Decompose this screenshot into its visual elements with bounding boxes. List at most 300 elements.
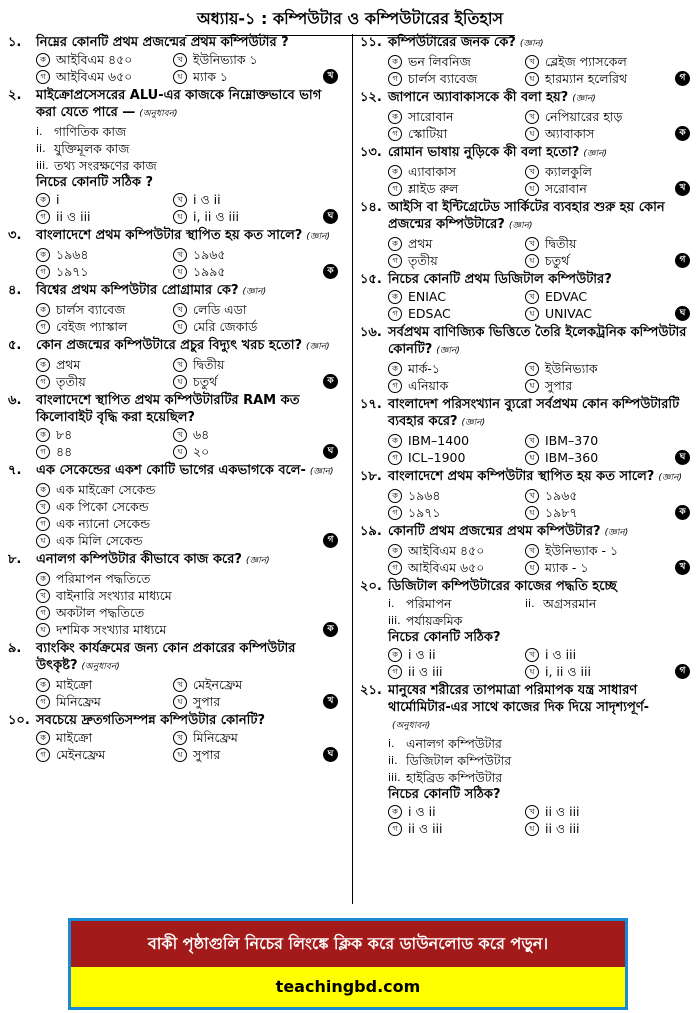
option-text: ৮৪ [56, 427, 73, 442]
answer-badge: ঘ [323, 444, 338, 459]
question-number: ৪. [8, 283, 22, 298]
banner-message[interactable]: বাকী পৃষ্ঠাগুলি নিচের লিংঙ্কে ক্লিক করে ডাউনলোড করে পড়ুন। [71, 921, 625, 967]
option-mark: ক [36, 678, 50, 692]
sub-question: নিচের কোনটি সঠিক ? [36, 175, 154, 190]
option-mark: ঘ [36, 623, 50, 637]
option-mark: খ [173, 248, 187, 262]
option-list [36, 729, 338, 763]
question [360, 271, 690, 322]
statement-list [36, 123, 338, 174]
sub-question: নিচের কোনটি সঠিক? [388, 787, 501, 802]
question-tag: (জ্ঞান) [572, 94, 596, 104]
question-text-body: নিম্নের কোনটি প্রথম প্রজন্মের প্রথম কম্পিউটার ? [36, 35, 289, 50]
question-head [8, 462, 338, 481]
option[interactable] [525, 53, 662, 70]
right-column [360, 34, 690, 839]
option[interactable] [36, 693, 173, 710]
option-mark: গ [36, 375, 50, 389]
question-tag: (জ্ঞান) [508, 221, 533, 231]
question-head [8, 282, 338, 301]
option-text: ii ও iii [545, 821, 580, 836]
question-text-body: কম্পিউটারের জনক কে? [388, 35, 516, 50]
option[interactable] [388, 542, 525, 559]
question [360, 523, 690, 576]
option-text: মিনিফ্রেম [56, 694, 101, 709]
option-text: প্রথম [408, 236, 433, 251]
question-number: ১০. [8, 713, 30, 728]
option[interactable] [173, 729, 310, 746]
option-mark: গ [36, 445, 50, 459]
option[interactable] [173, 443, 310, 460]
option-mark: ঘ [525, 182, 539, 196]
statement-text: অগ্রসরমান [543, 596, 597, 611]
question [8, 640, 338, 710]
option-text: ১৯৭১ [56, 264, 89, 279]
option-text: নেপিয়ারের হাড় [545, 109, 623, 124]
option[interactable] [173, 51, 310, 68]
option[interactable] [173, 426, 310, 443]
option-text: স্কোটিয়া [408, 126, 448, 141]
option[interactable] [525, 646, 662, 663]
answer-badge: ক [675, 505, 690, 520]
option[interactable] [525, 288, 662, 305]
option[interactable] [388, 70, 525, 87]
question-text-body: জাপানে অ্যাবাকাসকে কী বলা হয়? [388, 90, 569, 105]
option[interactable] [36, 498, 310, 515]
option[interactable] [388, 125, 525, 142]
option-text: দশমিক সংখ্যার মাধ্যমে [56, 622, 167, 637]
statement-number: iii. [388, 614, 401, 627]
option-text: এক মিলি সেকেন্ড [56, 533, 143, 548]
option[interactable] [388, 360, 525, 377]
option[interactable] [36, 621, 310, 638]
option[interactable] [173, 676, 310, 693]
option-mark: গ [388, 822, 402, 836]
option[interactable] [525, 803, 662, 820]
option-text: এক ন্যানো সেকেন্ড [56, 516, 151, 531]
option[interactable] [525, 163, 662, 180]
answer-badge: ঘ [323, 747, 338, 762]
statement [388, 612, 525, 629]
option-text: আইবিএম ৪৫০ [408, 543, 485, 558]
option[interactable] [525, 108, 662, 125]
option-text: ভন লিবনিজ [408, 54, 471, 69]
option-text: ম্যাক - ১ [545, 560, 589, 575]
option-mark: ঘ [525, 822, 539, 836]
option[interactable] [388, 663, 525, 680]
option-text: তৃতীয় [56, 374, 86, 389]
option-text: দ্বিতীয় [193, 357, 225, 372]
option-mark: ঘ [525, 379, 539, 393]
answer-badge: ঘ [675, 450, 690, 465]
question [360, 578, 690, 680]
option-mark: খ [173, 678, 187, 692]
option[interactable] [388, 504, 525, 521]
option-list [388, 360, 690, 394]
question-text-body: বাংলাদেশে প্রথম কম্পিউটার স্থাপিত হয় কত সালে? [36, 228, 303, 243]
question-text [388, 34, 690, 53]
option-text: EDSAC [408, 306, 451, 321]
question-head [360, 523, 690, 542]
question-text-body: সবচেয়ে দ্রুতগতিসম্পন্ন কম্পিউটার কোনটি? [36, 713, 266, 728]
option-mark: গ [36, 70, 50, 84]
option-mark: গ [36, 265, 50, 279]
question-tag: (জ্ঞান) [658, 473, 682, 483]
option[interactable] [173, 263, 310, 280]
question-number: ৯. [8, 641, 22, 656]
option[interactable] [173, 746, 310, 763]
question [8, 282, 338, 335]
option-mark: ঘ [173, 445, 187, 459]
question-number: ১৭. [360, 397, 382, 412]
option[interactable] [388, 305, 525, 322]
option[interactable] [173, 68, 310, 85]
question [8, 392, 338, 460]
option[interactable] [525, 360, 662, 377]
option-text: ম্যাক ১ [193, 69, 229, 84]
answer-badge: খ [323, 69, 338, 84]
option[interactable] [388, 180, 525, 197]
question-text-body: ব্যাংকিং কার্যক্রমের জন্য কোন প্রকারের কম্পিউটার উৎকৃষ্ট? [36, 641, 296, 673]
option[interactable] [173, 246, 310, 263]
option[interactable] [36, 515, 310, 532]
option-text: এক পিকো সেকেন্ড [56, 499, 149, 514]
statement-text: পর্যায়ক্রমিক [406, 613, 463, 628]
option-text: পরিমাপন পদ্ধতিতে [56, 571, 151, 586]
option-text: IBM–1400 [408, 433, 470, 448]
question-text [388, 682, 690, 735]
option[interactable] [388, 108, 525, 125]
question-text-body: মাইক্রোপ্রসেসরের ALU-এর কাজকে নিম্নোক্তভাবে ভাগ করা যেতে পারে — [36, 88, 322, 120]
option[interactable] [388, 559, 525, 576]
question-text [36, 282, 338, 301]
question-head [8, 392, 338, 426]
question-head [360, 396, 690, 432]
option[interactable] [36, 481, 310, 498]
option-mark: ঘ [525, 506, 539, 520]
option[interactable] [525, 663, 662, 680]
option-text: ENIAC [408, 289, 446, 304]
question-text-body: ডিজিটাল কম্পিউটারের কাজের পদ্ধতি হচ্ছে [388, 579, 617, 594]
option[interactable] [525, 125, 662, 142]
option-text: সারোবান [408, 109, 454, 124]
option[interactable] [388, 288, 525, 305]
question-number: ১৬. [360, 325, 382, 340]
answer-badge: ক [675, 126, 690, 141]
option[interactable] [525, 235, 662, 252]
option-mark: খ [525, 362, 539, 376]
question-text [36, 227, 338, 246]
option[interactable] [173, 318, 310, 335]
option-text: চার্লস ব্যাবেজ [408, 71, 478, 86]
option[interactable] [525, 449, 662, 466]
option-text: ii ও iii [56, 209, 91, 224]
question [8, 462, 338, 549]
option-mark: খ [173, 303, 187, 317]
question-head [360, 578, 690, 595]
option[interactable] [388, 449, 525, 466]
option-text: ১৯৬৫ [193, 247, 226, 262]
statement-number: iii. [36, 159, 49, 172]
question-text-body: বাংলাদেশে প্রথম কম্পিউটার স্থাপিত হয় কত সালে? [388, 469, 655, 484]
option-mark: ঘ [173, 748, 187, 762]
option[interactable] [36, 587, 310, 604]
question-text [36, 34, 338, 51]
option[interactable] [36, 443, 173, 460]
option-mark: ক [388, 55, 402, 69]
question-number: ১৮. [360, 469, 382, 484]
question-text [388, 271, 690, 288]
option-text: ১৯৯৫ [193, 264, 226, 279]
option[interactable] [36, 532, 310, 549]
question-number: ২. [8, 88, 22, 103]
option-text: i ও ii [193, 192, 221, 207]
option-mark: গ [36, 748, 50, 762]
option-text: এনিয়াক [408, 378, 449, 393]
option-mark: ক [388, 290, 402, 304]
question-number: ১৩. [360, 145, 382, 160]
option-mark: ক [388, 110, 402, 124]
option-text: মাইক্রো [56, 677, 93, 692]
statement-number: i. [388, 737, 395, 750]
question-tag: (জ্ঞান) [309, 467, 334, 477]
question-tag: (জ্ঞান) [245, 556, 270, 566]
option-text: সুপার [193, 747, 221, 762]
option[interactable] [173, 693, 310, 710]
option[interactable] [173, 191, 310, 208]
option-mark: গ [388, 379, 402, 393]
option[interactable] [525, 252, 662, 269]
question [360, 468, 690, 521]
question-head [8, 227, 338, 246]
question-text [388, 324, 690, 360]
option[interactable] [173, 373, 310, 390]
option-text: i, ii ও iii [193, 209, 239, 224]
banner-link[interactable]: teachingbd.com [71, 967, 625, 1007]
option-mark: খ [173, 53, 187, 67]
option-mark: গ [388, 506, 402, 520]
option[interactable] [36, 191, 173, 208]
option-mark: খ [525, 110, 539, 124]
option-list [388, 163, 690, 197]
option[interactable] [525, 559, 662, 576]
answer-badge: ক [323, 622, 338, 637]
statement [525, 595, 662, 612]
option[interactable] [525, 542, 662, 559]
question-number: ৭. [8, 463, 22, 478]
option[interactable] [36, 746, 173, 763]
option-text: এক মাইক্রো সেকেন্ড [56, 482, 156, 497]
question-head [8, 640, 338, 676]
option[interactable] [36, 426, 173, 443]
statement-text: হাইব্রিড কম্পিউটার [406, 770, 503, 785]
option[interactable] [36, 263, 173, 280]
column-divider [352, 34, 353, 904]
option-mark: ক [36, 428, 50, 442]
option[interactable] [173, 208, 310, 225]
question-text [36, 551, 338, 570]
answer-badge: গ [323, 533, 338, 548]
answer-badge: ক [323, 374, 338, 389]
page-title: অধ্যায়-১ : কম্পিউটার ও কম্পিউটারের ইতিহাস [185, 6, 515, 36]
question-text-body: মানুষের শরীরের তাপমাত্রা পরিমাপক যন্ত্র সাধারণ থার্মোমিটার-এর সাথে কাজের দিক দিয়ে সাদৃশ্যপূর্ণ- [388, 683, 650, 715]
question [360, 89, 690, 142]
option-text: ৬৪ [193, 427, 210, 442]
option-mark: ক [388, 237, 402, 251]
option[interactable] [525, 432, 662, 449]
option-text: ব্লেইজ প্যাসকেল [545, 54, 627, 69]
answer-badge: গ [675, 253, 690, 268]
download-banner[interactable] [68, 918, 628, 1010]
option[interactable] [525, 820, 662, 837]
option-text: শ্লাইড রুল [408, 181, 459, 196]
option-mark: ক [388, 489, 402, 503]
option-mark: খ [525, 434, 539, 448]
option[interactable] [36, 604, 310, 621]
option-mark: গ [36, 606, 50, 620]
question-tag: (জ্ঞান) [519, 39, 544, 49]
option-text: ১৯৭১ [408, 505, 441, 520]
question-number: ১২. [360, 90, 382, 105]
option[interactable] [525, 377, 662, 394]
question-text [36, 87, 338, 123]
option-text: ১৯৬৪ [56, 247, 89, 262]
option-list [388, 542, 690, 576]
option[interactable] [36, 676, 173, 693]
option[interactable] [525, 305, 662, 322]
option[interactable] [36, 373, 173, 390]
option[interactable] [525, 70, 662, 87]
option-list [36, 570, 338, 638]
option[interactable] [388, 803, 525, 820]
option-mark: গ [388, 72, 402, 86]
option-text: এ্যাবাকাস [408, 164, 456, 179]
question-head [8, 34, 338, 51]
question-tag: (জ্ঞান) [242, 287, 267, 297]
option-mark: ক [36, 193, 50, 207]
statement-number: i. [388, 597, 395, 610]
question-head [360, 89, 690, 108]
option[interactable] [388, 646, 525, 663]
option-mark: গ [388, 182, 402, 196]
option-text: অকটাল পদ্ধতিতে [56, 605, 145, 620]
option-mark: ক [388, 544, 402, 558]
option-text: চতুর্থ [545, 253, 570, 268]
option-text: আইবিএম ৬৫০ [56, 69, 133, 84]
option[interactable] [525, 487, 662, 504]
question [360, 144, 690, 197]
option-mark: খ [525, 290, 539, 304]
question-tag: (জ্ঞান) [604, 528, 629, 538]
option-mark: ক [388, 434, 402, 448]
option-mark: ঘ [525, 254, 539, 268]
option-mark: গ [36, 695, 50, 709]
question-text-body: বাংলাদেশ পরিসংখ্যান ব্যুরো সর্বপ্রথম কোন কম্পিউটারটি ব্যবহার করে? [388, 397, 680, 429]
option[interactable] [388, 820, 525, 837]
option[interactable] [388, 235, 525, 252]
option[interactable] [388, 487, 525, 504]
option[interactable] [388, 432, 525, 449]
option-text: মেইনফ্রেম [56, 747, 106, 762]
option-text: ইউনিভ্যাক ১ [193, 52, 258, 67]
option-mark: ক [388, 362, 402, 376]
question [8, 87, 338, 225]
option[interactable] [36, 301, 173, 318]
option-text: EDVAC [545, 289, 588, 304]
question-text [388, 578, 690, 595]
option-list [388, 235, 690, 269]
option-mark: খ [525, 544, 539, 558]
answer-badge: ঘ [323, 209, 338, 224]
sub-question: নিচের কোনটি সঠিক? [388, 630, 501, 645]
question-text-body: নিচের কোনটি প্রথম ডিজিটাল কম্পিউটার? [388, 272, 612, 287]
option-mark: ঘ [525, 561, 539, 575]
question-head [8, 712, 338, 729]
option[interactable] [173, 356, 310, 373]
option-text: চতুর্থ [193, 374, 218, 389]
option-text: i ও ii [408, 804, 436, 819]
option[interactable] [388, 163, 525, 180]
option[interactable] [36, 356, 173, 373]
option-text: মেরি জেকার্ড [193, 319, 258, 334]
option-text: চার্লস ব্যাবেজ [56, 302, 126, 317]
statement-number: ii. [388, 754, 398, 767]
option-list [388, 53, 690, 87]
statement [36, 123, 338, 140]
question-tag: (জ্ঞান) [583, 149, 607, 159]
option[interactable] [173, 301, 310, 318]
option-mark: ঘ [36, 534, 50, 548]
option-text: ক্যালকুলি [545, 164, 592, 179]
answer-badge: খ [323, 694, 338, 709]
option[interactable] [36, 318, 173, 335]
option[interactable] [36, 246, 173, 263]
question-tag: (জ্ঞান) [461, 418, 486, 428]
option[interactable] [388, 53, 525, 70]
question-number: ৬. [8, 393, 22, 408]
option-text: ১৯৬৪ [408, 488, 441, 503]
question-text [388, 199, 690, 235]
option-text: i ও ii [408, 647, 436, 662]
option-list [36, 481, 338, 549]
option[interactable] [36, 208, 173, 225]
option[interactable] [388, 252, 525, 269]
option-mark: গ [388, 451, 402, 465]
option[interactable] [525, 504, 662, 521]
statement [388, 752, 690, 769]
option-mark: গ [36, 210, 50, 224]
option[interactable] [525, 180, 662, 197]
option-mark: গ [388, 254, 402, 268]
option-mark: ঘ [525, 665, 539, 679]
option-mark: গ [388, 665, 402, 679]
option-mark: খ [173, 358, 187, 372]
question-number: ৫. [8, 338, 22, 353]
question-text [388, 144, 690, 163]
option[interactable] [36, 570, 310, 587]
statement [36, 157, 338, 174]
option[interactable] [36, 68, 173, 85]
option[interactable] [36, 729, 173, 746]
option-text: UNIVAC [545, 306, 592, 321]
option-text: সরোবান [545, 181, 587, 196]
option-list [388, 646, 690, 680]
option-mark: ক [36, 53, 50, 67]
option[interactable] [36, 51, 173, 68]
option[interactable] [388, 377, 525, 394]
statement-text: ডিজিটাল কম্পিউটার [406, 753, 512, 768]
option-mark: ক [388, 805, 402, 819]
